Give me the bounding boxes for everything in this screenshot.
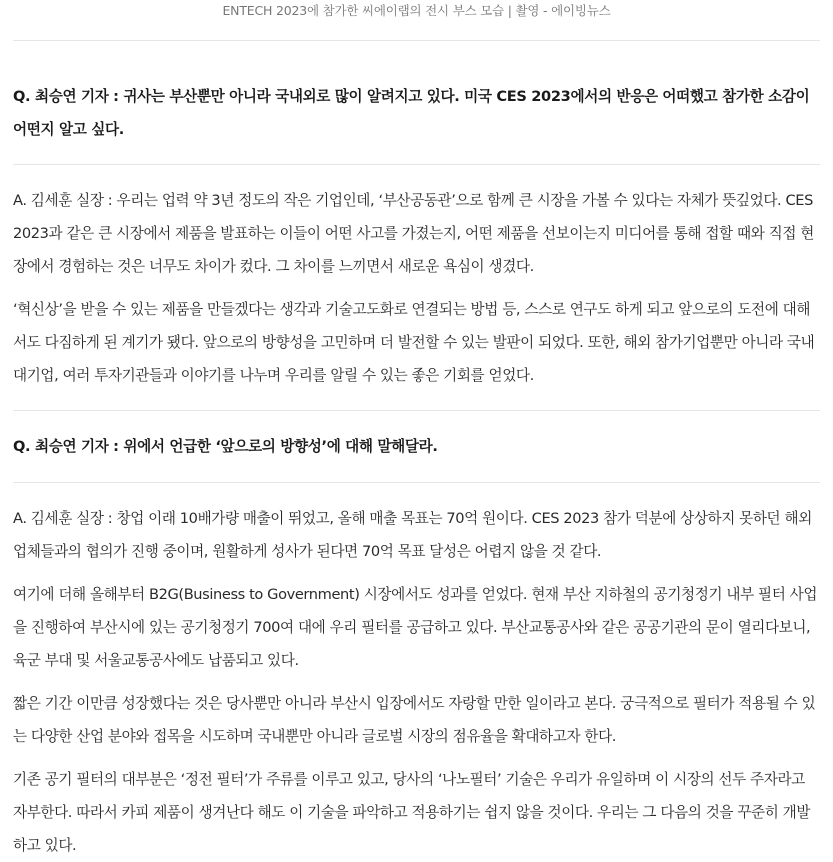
- interview-answer: A. 김세훈 실장 : 창업 이래 10배가량 매출이 뛰었고, 올해 매출 목표는 70억 원이다. CES 2023 참가 덕분에 상상하지 못하던 해외 업체들과의 협의가 진행 중이며, 원활하게 성사가 된다면 70억 목표 달성은 어렵지 않을 것 같다.: [13, 510, 812, 560]
- section-divider: [13, 40, 820, 41]
- section-divider: [13, 164, 820, 165]
- interview-answer: A. 김세훈 실장 : 우리는 업력 약 3년 정도의 작은 기업인데, ‘부산공동관’으로 함께 큰 시장을 가볼 수 있다는 자체가 뜻깊었다. CES 2023과 같은 큰 시장에서 제품을 발표하는 이들이 어떤 사고를 가졌는지, 어떤 제품을 선보이는지 미디어를 통해 접할 때와 직접 현장에서 경험하는 것은 너무도 차이가 컸다. 그 차이를 느끼면서 새로운 욕심이 생겼다.: [13, 192, 814, 275]
- interview-answer: 기존 공기 필터의 대부분은 ‘정전 필터’가 주류를 이루고 있고, 당사의 ‘나노필터’ 기술은 우리가 유일하며 이 시장의 선두 주자라고 자부한다. 따라서 카피 제품이 생겨난다 해도 이 기술을 파악하고 적용하기는 쉽지 않을 것이다. 우리는 그 다음의 것을 꾸준히 개발하고 있다.: [13, 771, 811, 854]
- section-divider: [13, 482, 820, 483]
- photo-caption: ENTECH 2023에 참가한 씨에이랩의 전시 부스 모습 | 촬영 - 에이빙뉴스: [222, 3, 611, 18]
- interview-answer: 짧은 기간 이만큼 성장했다는 것은 당사뿐만 아니라 부산시 입장에서도 자랑할 만한 일이라고 본다. 궁극적으로 필터가 적용될 수 있는 다양한 산업 분야와 접목을 시도하며 국내뿐만 아니라 글로벌 시장의 점유율을 확대하고자 한다.: [13, 695, 816, 745]
- interview-article: [13, 40, 820, 862]
- interview-answer: ‘혁신상’을 받을 수 있는 제품을 만들겠다는 생각과 기술고도화로 연결되는 방법 등, 스스로 연구도 하게 되고 앞으로의 도전에 대해서도 다짐하게 된 계기가 됐다. 앞으로의 방향성을 고민하며 더 발전할 수 있는 발판이 되었다. 또한, 해외 참가기업뿐만 아니라 국내 대기업, 여러 투자기관들과 이야기를 나누며 우리를 알릴 수 있는 좋은 기회를 얻었다.: [13, 301, 815, 384]
- interview-question: Q. 최승연 기자 : 위에서 언급한 ‘앞으로의 방향성’에 대해 말해달라.: [13, 438, 438, 455]
- interview-answer: 여기에 더해 올해부터 B2G(Business to Government) 시장에서도 성과를 얻었다. 현재 부산 지하철의 공기청정기 내부 필터 사업을 진행하여 부산시에 있는 공기청정기 700여 대에 우리 필터를 공급하고 있다. 부산교통공사와 같은 공공기관의 문이 열리다보니, 육군 부대 및 서울교통공사에도 납품되고 있다.: [13, 586, 818, 669]
- section-divider: [13, 410, 820, 411]
- interview-question: Q. 최승연 기자 : 귀사는 부산뿐만 아니라 국내외로 많이 알려지고 있다. 미국 CES 2023에서의 반응은 어떠했고 참가한 소감이 어떤지 알고 싶다.: [13, 88, 810, 138]
